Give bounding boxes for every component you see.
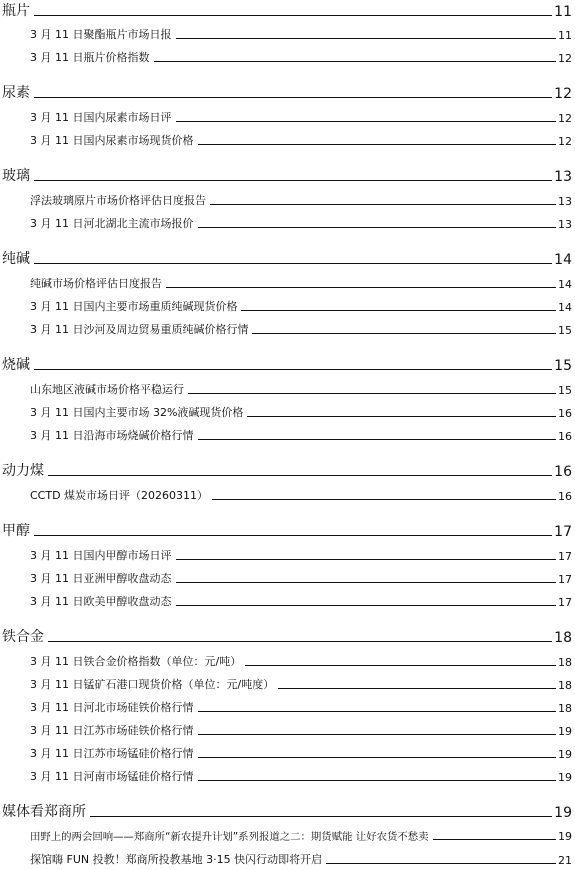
toc-entry[interactable]	[30, 404, 572, 420]
toc-page-number: 15	[554, 358, 572, 374]
toc-page-number: 13	[554, 169, 572, 185]
toc-page-number: 12	[554, 86, 572, 102]
toc-page-number: 19	[554, 805, 572, 821]
toc-page-number: 12	[558, 112, 572, 125]
toc-leader-line	[198, 734, 557, 735]
toc-section-methanol[interactable]	[2, 520, 572, 540]
toc-leader-line	[433, 839, 556, 840]
toc-page-number: 19	[558, 748, 572, 761]
toc-leader-line	[198, 227, 557, 228]
toc-entry-title: 3 月 11 日沙河及周边贸易重质纯碱价格行情	[30, 323, 249, 336]
toc-entry[interactable]	[30, 570, 572, 586]
toc-entry-title: 浮法玻璃原片市场价格评估日度报告	[30, 194, 206, 207]
toc-page-number: 11	[554, 4, 572, 20]
toc-leader-line	[176, 559, 557, 560]
toc-leader-line	[210, 204, 556, 205]
toc-section-title: 动力煤	[2, 463, 44, 479]
toc-leader-line	[245, 665, 556, 666]
toc-entry-title: 探馆嗨 FUN 投教！郑商所投教基地 3·15 快闪行动即将开启	[30, 853, 323, 866]
toc-page-number: 19	[558, 771, 572, 784]
toc-leader-line	[198, 757, 557, 758]
toc-section-title: 媒体看郑商所	[2, 804, 86, 820]
toc-page-number: 13	[558, 195, 572, 208]
toc-entry-title: 3 月 11 日江苏市场锰硅价格行情	[30, 747, 194, 760]
toc-entry[interactable]	[30, 487, 572, 503]
toc-entry[interactable]	[30, 427, 572, 443]
toc-entry-title: 3 月 11 日国内尿素市场现货价格	[30, 134, 194, 147]
toc-entry[interactable]	[30, 699, 572, 715]
toc-page-number: 11	[558, 29, 572, 42]
toc-page-number: 16	[558, 430, 572, 443]
toc-leader-line	[34, 15, 552, 16]
toc-page-number: 16	[558, 490, 572, 503]
toc-leader-line	[176, 121, 557, 122]
toc-entry[interactable]	[30, 768, 572, 784]
toc-section-title: 铁合金	[2, 629, 44, 645]
toc-entry[interactable]	[30, 676, 572, 692]
toc-page-number: 17	[558, 550, 572, 563]
toc-page-number: 12	[558, 135, 572, 148]
toc-entry[interactable]	[30, 298, 572, 314]
toc-section-glass[interactable]	[2, 165, 572, 185]
toc-page-number: 18	[558, 679, 572, 692]
toc-page-number: 15	[558, 384, 572, 397]
toc-page-number: 16	[558, 407, 572, 420]
toc-page-number: 18	[558, 702, 572, 715]
toc-leader-line	[90, 816, 552, 817]
toc-entry[interactable]	[30, 109, 572, 125]
toc-section-title: 瓶片	[2, 3, 30, 19]
toc-leader-line	[241, 310, 556, 311]
toc-entry[interactable]	[30, 26, 572, 42]
toc-leader-line	[247, 416, 556, 417]
toc-entry[interactable]	[30, 49, 572, 65]
toc-entry-title: 3 月 11 日国内尿素市场日评	[30, 111, 172, 124]
toc-entry-title: 3 月 11 日亚洲甲醇收盘动态	[30, 572, 172, 585]
toc-entry-title: 3 月 11 日河南市场锰硅价格行情	[30, 770, 194, 783]
toc-entry-title: 3 月 11 日国内主要市场重质纯碱现货价格	[30, 300, 238, 313]
toc-page-number: 17	[558, 596, 572, 609]
toc-page-number: 16	[554, 464, 572, 480]
toc-page-number: 19	[558, 830, 572, 843]
toc-entry[interactable]	[30, 192, 572, 208]
toc-leader-line	[188, 393, 556, 394]
toc-entry[interactable]	[30, 381, 572, 397]
toc-leader-line	[34, 535, 552, 536]
toc-entry[interactable]	[30, 653, 572, 669]
toc-entry-title: 3 月 11 日铁合金价格指数（单位：元/吨）	[30, 655, 242, 668]
toc-entry[interactable]	[30, 828, 572, 843]
toc-page-number: 17	[554, 524, 572, 540]
toc-page-number: 14	[558, 278, 572, 291]
toc-leader-line	[198, 711, 557, 712]
toc-leader-line	[34, 263, 552, 264]
toc-entry[interactable]	[30, 547, 572, 563]
toc-entry[interactable]	[30, 321, 572, 337]
toc-entry[interactable]	[30, 593, 572, 609]
toc-page-number: 19	[558, 725, 572, 738]
toc-entry-title: 3 月 11 日聚酯瓶片市场日报	[30, 28, 172, 41]
toc-section-caustic-soda[interactable]	[2, 354, 572, 374]
toc-page-number: 15	[558, 324, 572, 337]
toc-page-number: 18	[554, 630, 572, 646]
toc-entry-title: 3 月 11 日河北湖北主流市场报价	[30, 217, 194, 230]
toc-leader-line	[198, 780, 557, 781]
toc-entry-title: 3 月 11 日锰矿石港口现货价格（单位：元/吨度）	[30, 678, 275, 691]
toc-entry-title: 山东地区液碱市场价格平稳运行	[30, 383, 184, 396]
toc-entry-title: 田野上的两会回响——郑商所“新农提升计划”系列报道之二：期货赋能 让好农货不愁卖	[30, 831, 429, 843]
toc-section-title: 尿素	[2, 85, 30, 101]
toc-section-soda-ash[interactable]	[2, 248, 572, 268]
toc-entry-title: 3 月 11 日国内主要市场 32%液碱现货价格	[30, 406, 244, 419]
toc-leader-line	[48, 475, 552, 476]
toc-section-urea[interactable]	[2, 82, 572, 102]
toc-entry[interactable]	[30, 745, 572, 761]
toc-section-bottle-chips[interactable]	[2, 0, 572, 20]
toc-section-thermal-coal[interactable]	[2, 460, 572, 480]
toc-leader-line	[176, 605, 557, 606]
toc-entry[interactable]	[30, 215, 572, 231]
toc-leader-line	[176, 582, 557, 583]
toc-page-number: 17	[558, 573, 572, 586]
toc-entry[interactable]	[30, 275, 572, 291]
toc-entry[interactable]	[30, 851, 572, 867]
toc-leader-line	[48, 641, 552, 642]
toc-leader-line	[212, 499, 556, 500]
toc-leader-line	[278, 688, 556, 689]
toc-leader-line	[326, 863, 556, 864]
toc-leader-line	[176, 38, 557, 39]
toc-section-title: 玻璃	[2, 168, 30, 184]
toc-leader-line	[198, 439, 557, 440]
toc-page-number: 13	[558, 218, 572, 231]
toc-leader-line	[154, 61, 557, 62]
toc-leader-line	[34, 97, 552, 98]
toc-entry-title: 3 月 11 日国内甲醇市场日评	[30, 549, 172, 562]
toc-section-title: 纯碱	[2, 251, 30, 267]
toc-leader-line	[252, 333, 556, 334]
toc-entry[interactable]	[30, 722, 572, 738]
toc-page-number: 21	[558, 854, 572, 867]
toc-entry-title: 3 月 11 日江苏市场硅铁价格行情	[30, 724, 194, 737]
toc-leader-line	[166, 287, 556, 288]
toc-entry-title: 3 月 11 日欧美甲醇收盘动态	[30, 595, 172, 608]
toc-page-number: 14	[558, 301, 572, 314]
toc-section-title: 烧碱	[2, 357, 30, 373]
toc-leader-line	[198, 144, 557, 145]
toc-leader-line	[34, 180, 552, 181]
toc-entry-title: 3 月 11 日河北市场硅铁价格行情	[30, 701, 194, 714]
toc-section-media[interactable]	[2, 801, 572, 821]
toc-entry-title: 3 月 11 日沿海市场烧碱价格行情	[30, 429, 194, 442]
toc-section-ferroalloy[interactable]	[2, 626, 572, 646]
toc-entry[interactable]	[30, 132, 572, 148]
toc-entry-title: CCTD 煤炭市场日评（20260311）	[30, 489, 209, 502]
toc-entry-title: 纯碱市场价格评估日度报告	[30, 277, 162, 290]
toc-page-number: 14	[554, 252, 572, 268]
toc-page-number: 12	[558, 52, 572, 65]
toc-section-title: 甲醇	[2, 523, 30, 539]
toc-entry-title: 3 月 11 日瓶片价格指数	[30, 51, 150, 64]
toc-page-number: 18	[558, 656, 572, 669]
toc-leader-line	[34, 369, 552, 370]
